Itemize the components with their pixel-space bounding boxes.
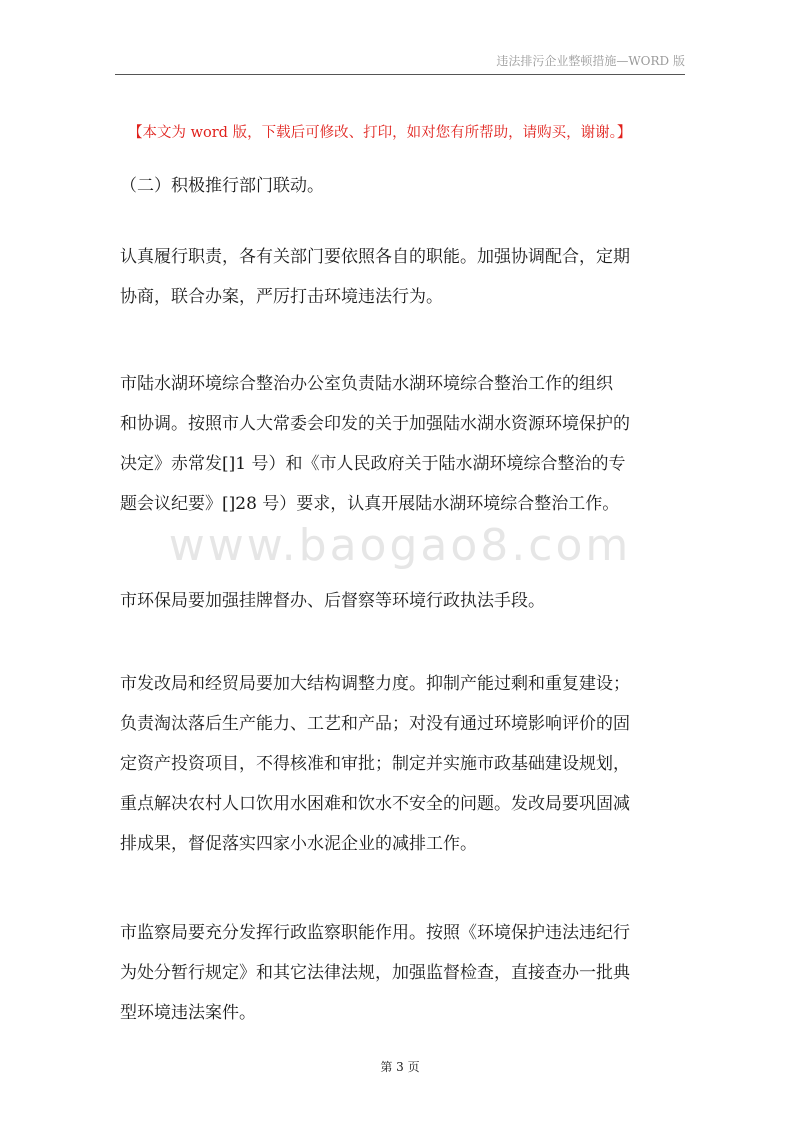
paragraph bbox=[120, 237, 688, 317]
paragraph-line: 市发改局和经贸局要加大结构调整力度。抑制产能过剩和重复建设； bbox=[120, 674, 630, 694]
paragraph-line: 排成果，督促落实四家小水泥企业的减排工作。 bbox=[120, 834, 477, 854]
paragraph bbox=[120, 581, 688, 621]
paragraph-line: 题会议纪要》[]28 号）要求，认真开展陆水湖环境综合整治工作。 bbox=[120, 494, 620, 514]
paragraph-line: 市陆水湖环境综合整治办公室负责陆水湖环境综合整治工作的组织 bbox=[120, 374, 613, 394]
page-header-title: 违法排污企业整顿措施—WORD 版 bbox=[496, 54, 685, 68]
section-title: （二）积极推行部门联动。 bbox=[120, 176, 324, 196]
paragraph-line: 负责淘汰落后生产能力、工艺和产品；对没有通过环境影响评价的固 bbox=[120, 714, 630, 734]
paragraph-line: 重点解决农村人口饮用水困难和饮水不安全的问题。发改局要巩固减 bbox=[120, 794, 630, 814]
header-divider bbox=[115, 74, 685, 75]
paragraph-line: 决定》赤常发[]1 号）和《市人民政府关于陆水湖环境综合整治的专 bbox=[120, 454, 626, 474]
page-number: 第 3 页 bbox=[380, 1060, 420, 1074]
purchase-notice: 【本文为 word 版，下载后可修改、打印，如对您有所帮助，请购买，谢谢。】 bbox=[128, 125, 632, 141]
paragraph-line: 认真履行职责，各有关部门要依照各自的职能。加强协调配合，定期 bbox=[120, 247, 630, 267]
paragraph-line: 定资产投资项目，不得核准和审批；制定并实施市政基础建设规划， bbox=[120, 754, 630, 774]
paragraph-line: 市监察局要充分发挥行政监察职能作用。按照《环境保护违法违纪行 bbox=[120, 923, 630, 943]
paragraph-line: 协商，联合办案，严厉打击环境违法行为。 bbox=[120, 287, 443, 307]
paragraph-line: 为处分暂行规定》和其它法律法规，加强监督检查，直接查办一批典 bbox=[120, 963, 630, 983]
paragraph bbox=[120, 913, 688, 1033]
paragraph bbox=[120, 664, 688, 864]
watermark: www.baogao8.com bbox=[168, 520, 632, 571]
paragraph bbox=[120, 364, 688, 524]
paragraph-line: 市环保局要加强挂牌督办、后督察等环境行政执法手段。 bbox=[120, 591, 545, 611]
paragraph-line: 和协调。按照市人大常委会印发的关于加强陆水湖水资源环境保护的 bbox=[120, 414, 630, 434]
paragraph-line: 型环境违法案件。 bbox=[120, 1003, 256, 1023]
